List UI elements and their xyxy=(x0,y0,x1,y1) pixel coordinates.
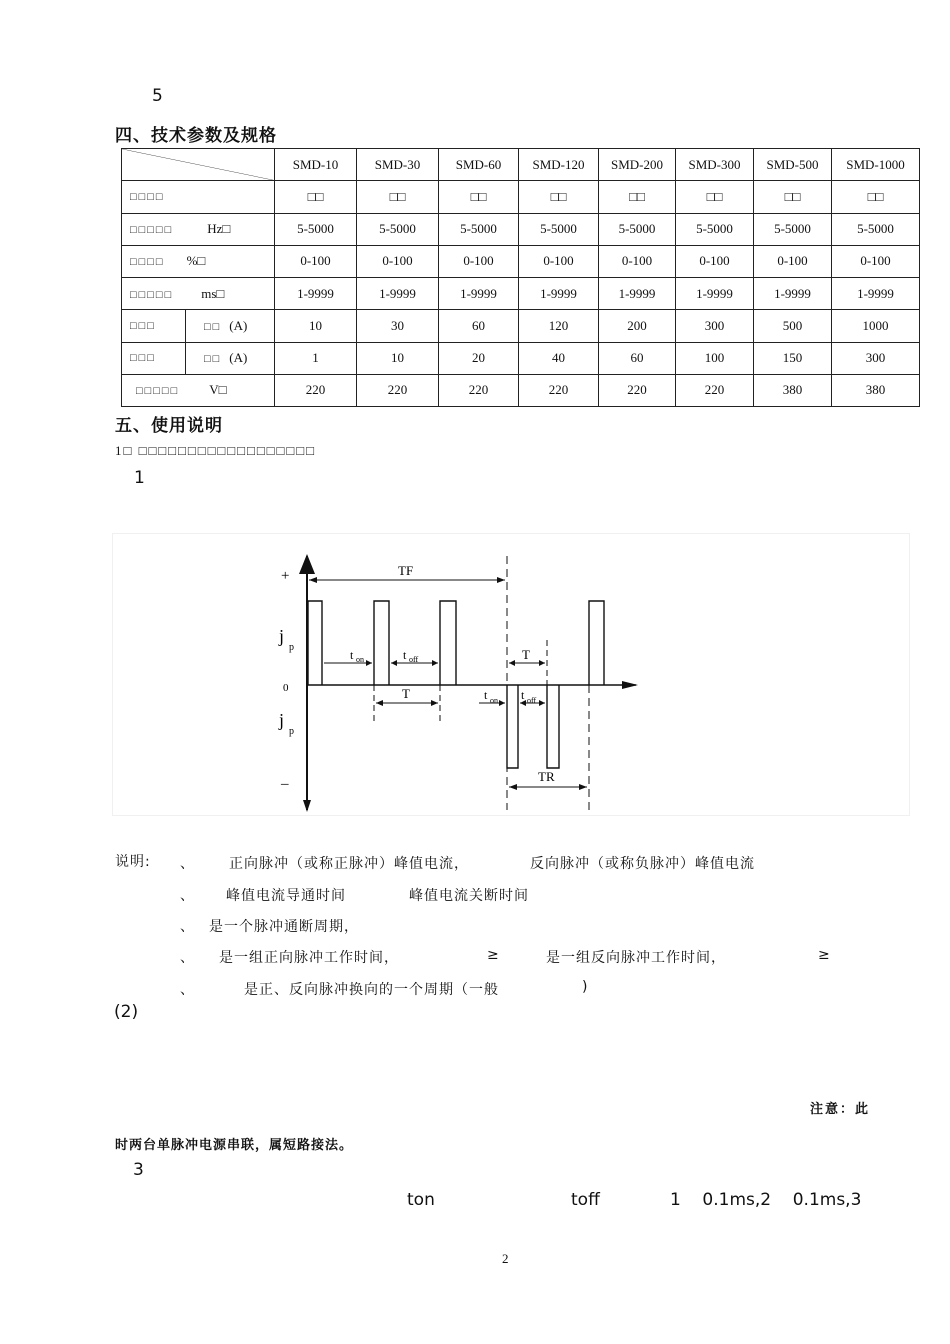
toff-sub: off xyxy=(527,696,537,705)
table-cell: □□ xyxy=(832,181,920,213)
table-cell: 10 xyxy=(357,342,439,374)
note-sep: 、 xyxy=(180,888,195,904)
model-header: SMD-300 xyxy=(676,149,754,181)
table-cell: 5-5000 xyxy=(519,213,599,245)
page-number: 2 xyxy=(502,1251,509,1266)
note-text: ) xyxy=(582,979,589,995)
list-number: 5 xyxy=(152,86,163,106)
table-cell: 0-100 xyxy=(275,245,357,277)
table-cell: 220 xyxy=(676,374,754,406)
note-sep: 、 xyxy=(180,856,195,872)
jp-bottom-sub: p xyxy=(289,726,294,737)
table-cell: □□ xyxy=(519,181,599,213)
section-4-title: 四、技术参数及规格 xyxy=(115,126,277,146)
jp-top-label: j xyxy=(279,626,285,646)
note-symbol: ≥ xyxy=(487,947,500,963)
tr-label: TR xyxy=(538,769,555,784)
jp-top-sub: p xyxy=(289,642,294,653)
table-cell: 20 xyxy=(439,342,519,374)
model-header: SMD-1000 xyxy=(832,149,920,181)
ton-label: t xyxy=(484,688,488,702)
table-cell: 220 xyxy=(519,374,599,406)
table-cell: 120 xyxy=(519,310,599,342)
table-cell: 5-5000 xyxy=(275,213,357,245)
table-cell: 1000 xyxy=(832,310,920,342)
note-text: 是一个脉冲通断周期， xyxy=(209,919,359,935)
table-cell: 1 xyxy=(275,342,357,374)
table-cell: 200 xyxy=(599,310,676,342)
table-cell: □□ xyxy=(275,181,357,213)
item-3-marker: 3 xyxy=(133,1160,144,1180)
table-cell: 300 xyxy=(676,310,754,342)
table-cell: 40 xyxy=(519,342,599,374)
table-cell: 300 xyxy=(832,342,920,374)
table-cell: 1-9999 xyxy=(754,278,832,310)
toff-label: t xyxy=(403,648,407,662)
model-header: SMD-200 xyxy=(599,149,676,181)
timing-values: 1 0.1ms,2 0.1ms,3 xyxy=(670,1190,862,1210)
note-sep: 、 xyxy=(180,919,195,935)
section-5-title: 五、使用说明 xyxy=(115,416,223,436)
jp-bottom-label: j xyxy=(279,710,285,730)
item-1-text: 1□ □□□□□□□□□□□□□□□□□□ xyxy=(115,443,316,458)
table-cell: □□ xyxy=(754,181,832,213)
note-text: 是一组正向脉冲工作时间， xyxy=(219,950,399,966)
model-header: SMD-120 xyxy=(519,149,599,181)
table-cell: 1-9999 xyxy=(676,278,754,310)
toff-sub: off xyxy=(409,655,419,664)
note-text: 反向脉冲（或称负脉冲）峰值电流 xyxy=(530,856,755,872)
table-cell: 5-5000 xyxy=(754,213,832,245)
table-cell: 220 xyxy=(357,374,439,406)
table-cell: 10 xyxy=(275,310,357,342)
table-cell: 150 xyxy=(754,342,832,374)
table-cell: 5-5000 xyxy=(439,213,519,245)
table-cell: 0-100 xyxy=(832,245,920,277)
toff-text: toff xyxy=(571,1190,600,1210)
note-sep: 、 xyxy=(180,950,195,966)
t-period-label: T xyxy=(402,686,410,701)
table-cell: 0-100 xyxy=(519,245,599,277)
toff-label: t xyxy=(521,688,525,702)
model-header: SMD-10 xyxy=(275,149,357,181)
attention-text: 时两台单脉冲电源串联，属短路接法。 xyxy=(115,1138,354,1153)
note-text: 峰值电流关断时间 xyxy=(409,888,529,904)
item-1-marker: 1 xyxy=(134,468,145,488)
note-symbol: ≥ xyxy=(818,947,831,963)
note-text: 是一组反向脉冲工作时间， xyxy=(546,950,726,966)
ton-sub: on xyxy=(356,655,364,664)
note-sep: 、 xyxy=(180,982,195,998)
ton-text: ton xyxy=(407,1190,435,1210)
table-cell: 30 xyxy=(357,310,439,342)
table-cell: 220 xyxy=(275,374,357,406)
table-cell: 0-100 xyxy=(439,245,519,277)
table-cell: 0-100 xyxy=(676,245,754,277)
ton-sub: on xyxy=(490,696,498,705)
table-cell: 60 xyxy=(599,342,676,374)
table-cell: 1-9999 xyxy=(275,278,357,310)
table-cell: □□ xyxy=(439,181,519,213)
note-text: 是正、反向脉冲换向的一个周期（一般 xyxy=(244,982,499,998)
table-cell: 1-9999 xyxy=(439,278,519,310)
table-cell: 0-100 xyxy=(754,245,832,277)
row-label: □□□□ %□ xyxy=(122,245,275,277)
model-header: SMD-500 xyxy=(754,149,832,181)
table-cell: 380 xyxy=(754,374,832,406)
table-cell: 5-5000 xyxy=(832,213,920,245)
notes-prefix: 说明: xyxy=(115,854,151,870)
table-cell: 1-9999 xyxy=(832,278,920,310)
table-cell: 5-5000 xyxy=(357,213,439,245)
table-cell: 60 xyxy=(439,310,519,342)
plus-sign: + xyxy=(281,568,290,584)
table-cell: 5-5000 xyxy=(676,213,754,245)
table-cell: 1-9999 xyxy=(599,278,676,310)
zero-label: 0 xyxy=(283,682,289,694)
table-cell: 0-100 xyxy=(599,245,676,277)
table-cell: 5-5000 xyxy=(599,213,676,245)
row-group-label: □□□ xyxy=(122,342,186,374)
table-cell: 0-100 xyxy=(357,245,439,277)
t-period-label: T xyxy=(522,647,530,662)
table-cell: 380 xyxy=(832,374,920,406)
table-cell: 1-9999 xyxy=(519,278,599,310)
row-label: □□□□ xyxy=(122,181,275,213)
table-cell: 500 xyxy=(754,310,832,342)
table-cell: 220 xyxy=(439,374,519,406)
row-label: □□□□□ ms□ xyxy=(122,278,275,310)
tf-label: TF xyxy=(398,563,414,578)
model-header: SMD-60 xyxy=(439,149,519,181)
row-sub-label: □□ (A) xyxy=(186,310,275,342)
note-text: 正向脉冲（或称正脉冲）峰值电流， xyxy=(229,856,469,872)
note-text: 峰值电流导通时间 xyxy=(226,888,346,904)
item-2-marker: (2) xyxy=(114,1002,139,1022)
attention-label: 注意：此 xyxy=(810,1102,871,1117)
table-cell: 220 xyxy=(599,374,676,406)
row-group-label: □□□ xyxy=(122,310,186,342)
row-label: □□□□□ V□ xyxy=(122,374,275,406)
table-cell: 1-9999 xyxy=(357,278,439,310)
minus-sign: – xyxy=(281,776,289,792)
row-sub-label: □□ (A) xyxy=(186,342,275,374)
table-cell: □□ xyxy=(357,181,439,213)
table-cell: □□ xyxy=(599,181,676,213)
ton-label: t xyxy=(350,648,354,662)
model-header: SMD-30 xyxy=(357,149,439,181)
row-label: □□□□□ Hz□ xyxy=(122,213,275,245)
table-cell: □□ xyxy=(676,181,754,213)
table-cell: 100 xyxy=(676,342,754,374)
